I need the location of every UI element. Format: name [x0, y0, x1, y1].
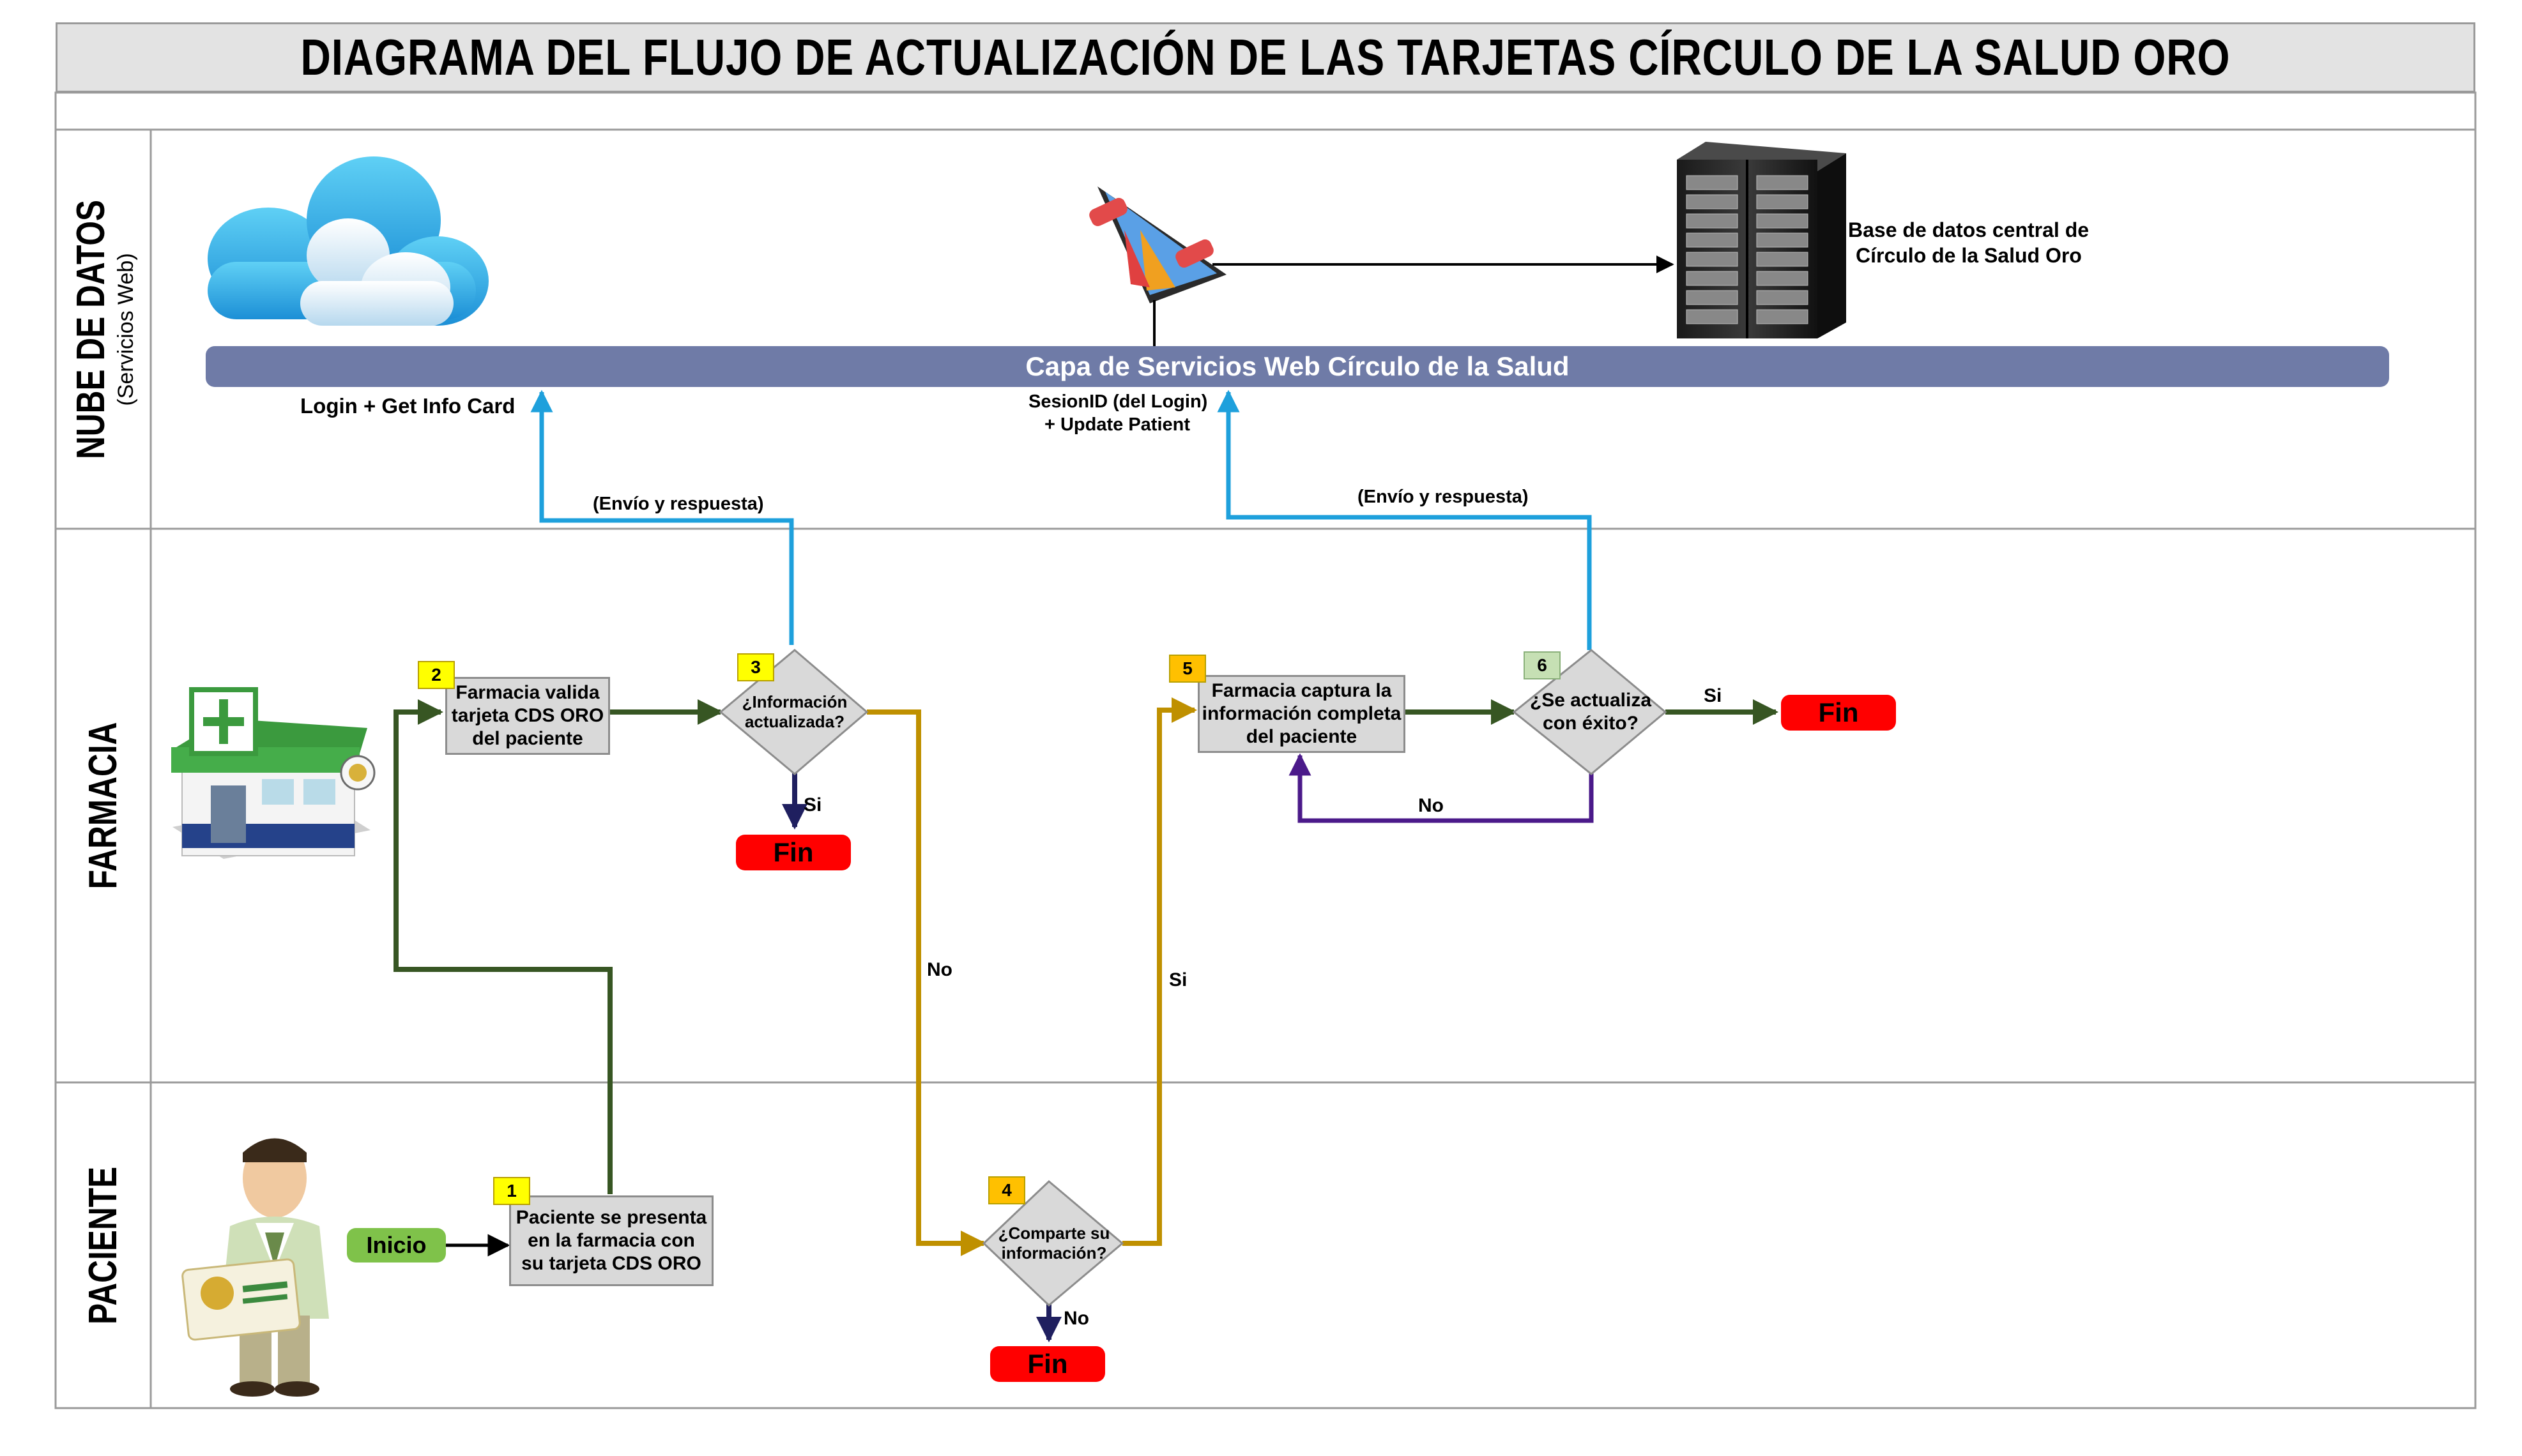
- end-terminal-1: Fin: [736, 835, 851, 870]
- pharmacy-building-icon: [171, 690, 374, 859]
- step-2-line2: tarjeta CDS ORO: [451, 705, 604, 726]
- patient-person-icon: [182, 1139, 329, 1397]
- start-terminal: Inicio: [347, 1228, 446, 1263]
- envio-label-left: (Envío y respuesta): [593, 494, 764, 514]
- step-5-line1: Farmacia captura la: [1211, 680, 1392, 701]
- lane-label-paciente: [56, 1082, 151, 1408]
- lane-title-nube: NUBE DE DATOS: [68, 199, 113, 459]
- decision-diamonds: [721, 650, 1665, 1305]
- lane-label-farmacia: [56, 529, 151, 1082]
- database-label-line1: Base de datos central de: [1848, 218, 2090, 241]
- step-3-line2: actualizada?: [744, 712, 845, 731]
- step-6-badge: 6: [1524, 651, 1561, 679]
- step-4-line1: ¿Comparte su: [998, 1223, 1110, 1243]
- database-label-line2: Círculo de la Salud Oro: [1856, 244, 2082, 267]
- end-terminal-3: Fin: [1781, 695, 1896, 731]
- edge-label-s4-si: Si: [1169, 969, 1188, 990]
- edge-label-s4-no: No: [1064, 1308, 1089, 1329]
- diagram-title: DIAGRAMA DEL FLUJO DE ACTUALIZACIÓN DE LAS TARJETAS CÍRCULO DE LA SALUD ORO: [300, 29, 2231, 86]
- lane-title-farmacia: FARMACIA: [81, 722, 126, 890]
- end-terminal-2: Fin: [990, 1346, 1105, 1382]
- step-2-line3: del paciente: [472, 728, 583, 749]
- step-6-line1: ¿Se actualiza: [1529, 690, 1652, 711]
- step-4-line2: información?: [1001, 1243, 1107, 1263]
- step-4-badge: 4: [988, 1176, 1025, 1204]
- purple-no-connector: [1300, 755, 1591, 821]
- lane-label-nube: [56, 130, 151, 529]
- step-1-line3: su tarjeta CDS ORO: [521, 1253, 701, 1274]
- database-server-icon: [1677, 142, 1846, 338]
- green-flow-connectors: [396, 712, 1776, 1194]
- session-label-line1: SesionID (del Login): [1028, 391, 1208, 412]
- step-5-box: [1198, 675, 1405, 753]
- step-5-line2: información completa: [1202, 703, 1402, 724]
- step-5-line3: del paciente: [1246, 726, 1357, 747]
- step-5-badge: 5: [1169, 655, 1206, 683]
- step-3-line1: ¿Información: [742, 692, 848, 711]
- step-2-box: [445, 677, 610, 755]
- session-label-line2: + Update Patient: [1044, 414, 1191, 435]
- login-label: Login + Get Info Card: [300, 394, 516, 418]
- cloud-icon: [208, 156, 489, 326]
- step-3-decision-text: [721, 686, 869, 738]
- step-1-line1: Paciente se presenta: [516, 1207, 707, 1228]
- envio-label-right: (Envío y respuesta): [1357, 487, 1529, 507]
- gold-flow-connectors: [867, 710, 1195, 1243]
- step-6-line2: con éxito?: [1542, 713, 1639, 734]
- edge-label-s3-si: Si: [804, 794, 822, 815]
- edge-label-s6-no: No: [1418, 795, 1444, 816]
- lane-title-paciente: PACIENTE: [81, 1166, 126, 1324]
- web-service-icon: [1087, 186, 1227, 303]
- edge-label-s6-si: Si: [1704, 685, 1722, 706]
- step-3-badge: 3: [737, 653, 774, 681]
- edge-label-s3-no: No: [927, 959, 952, 980]
- web-services-layer-label: Capa de Servicios Web Círculo de la Salud: [1025, 351, 1570, 381]
- web-services-layer-bar: [206, 346, 2389, 387]
- step-1-badge: 1: [493, 1177, 530, 1205]
- step-4-decision-text: [977, 1218, 1131, 1269]
- title-bar: [56, 22, 2475, 93]
- lane-subtitle-nube: (Servicios Web): [113, 252, 138, 406]
- step-2-badge: 2: [418, 661, 455, 689]
- step-2-line1: Farmacia valida: [455, 682, 600, 703]
- step-1-box: [509, 1195, 714, 1286]
- step-1-line2: en la farmacia con: [528, 1230, 695, 1251]
- step-6-decision-text: [1511, 686, 1670, 738]
